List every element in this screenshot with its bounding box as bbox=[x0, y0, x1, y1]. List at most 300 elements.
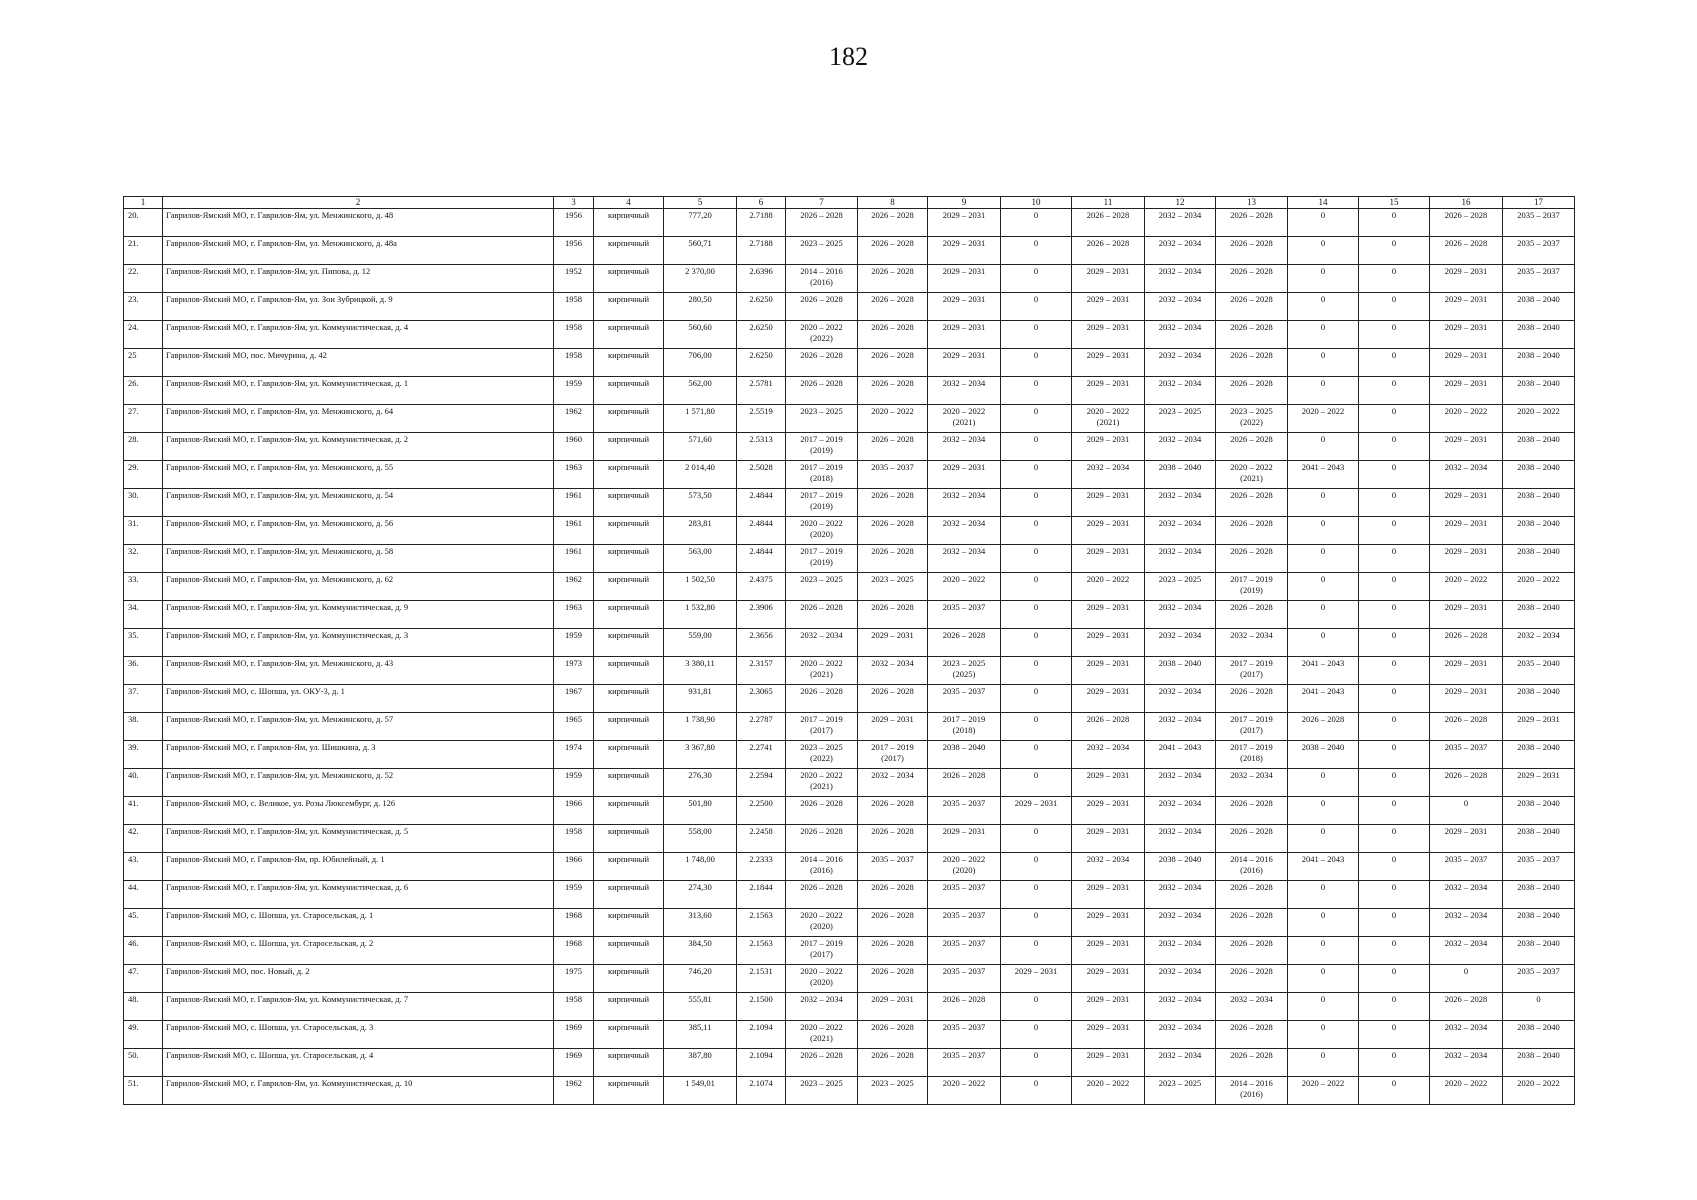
table-cell: Гаврилов-Ямский МО, г. Гаврилов-Ям, ул. Коммунистическая, д. 10 bbox=[163, 1077, 554, 1105]
table-row bbox=[124, 797, 1575, 825]
table-cell: 2029 – 2031 bbox=[1430, 517, 1503, 545]
table-cell: 2017 – 2019 (2017) bbox=[1216, 657, 1288, 685]
table-cell: 2.2458 bbox=[737, 825, 786, 853]
table-cell: 0 bbox=[1359, 853, 1430, 881]
table-cell: 2020 – 2022 (2020) bbox=[786, 909, 858, 937]
table-cell: 563,00 bbox=[664, 545, 737, 573]
table-cell: 385,11 bbox=[664, 1021, 737, 1049]
table-row bbox=[124, 1021, 1575, 1049]
table-cell: 2032 – 2034 bbox=[1503, 629, 1575, 657]
table-cell: 562,00 bbox=[664, 377, 737, 405]
table-cell: 2023 – 2025 bbox=[1145, 1077, 1216, 1105]
table-cell: 2035 – 2037 bbox=[928, 965, 1001, 993]
table-cell: 573,50 bbox=[664, 489, 737, 517]
table-cell: 2020 – 2022 (2020) bbox=[928, 853, 1001, 881]
table-cell: 0 bbox=[1001, 405, 1072, 433]
table-cell: 0 bbox=[1001, 377, 1072, 405]
table-row bbox=[124, 293, 1575, 321]
table-cell: 2023 – 2025 (2022) bbox=[786, 741, 858, 769]
table-cell: кирпичный bbox=[594, 349, 664, 377]
table-cell: 2035 – 2037 bbox=[928, 937, 1001, 965]
table-cell: 2032 – 2034 bbox=[1145, 881, 1216, 909]
table-cell: 2023 – 2025 bbox=[786, 237, 858, 265]
table-cell: 2035 – 2037 bbox=[928, 881, 1001, 909]
table-cell: 384,50 bbox=[664, 937, 737, 965]
table-cell: 0 bbox=[1001, 1077, 1072, 1105]
table-cell: 2038 – 2040 bbox=[1503, 797, 1575, 825]
table-cell: кирпичный bbox=[594, 405, 664, 433]
table-cell: 0 bbox=[1430, 797, 1503, 825]
table-cell: Гаврилов-Ямский МО, г. Гаврилов-Ям, ул. Менжинского, д. 57 bbox=[163, 713, 554, 741]
table-cell: 1 549,01 bbox=[664, 1077, 737, 1105]
table-cell: 2014 – 2016 (2016) bbox=[786, 853, 858, 881]
table-cell: 2.1563 bbox=[737, 937, 786, 965]
table-cell: 46. bbox=[124, 937, 163, 965]
table-cell: 2026 – 2028 bbox=[1072, 209, 1145, 237]
table-cell: 2032 – 2034 bbox=[1145, 629, 1216, 657]
table-body bbox=[124, 197, 1575, 1105]
table-cell: 2029 – 2031 bbox=[1430, 377, 1503, 405]
table-cell: 2029 – 2031 bbox=[1072, 1049, 1145, 1077]
table-cell: 2020 – 2022 bbox=[1503, 573, 1575, 601]
table-cell: 2029 – 2031 bbox=[1072, 769, 1145, 797]
table-cell: 1965 bbox=[554, 713, 594, 741]
table-cell: 2032 – 2034 bbox=[858, 657, 928, 685]
table-cell: 0 bbox=[1359, 797, 1430, 825]
table-cell: 2032 – 2034 bbox=[1145, 713, 1216, 741]
table-cell: 1962 bbox=[554, 1077, 594, 1105]
table-cell: 2038 – 2040 bbox=[1503, 825, 1575, 853]
table-cell: 274,30 bbox=[664, 881, 737, 909]
table-cell: 2026 – 2028 bbox=[1216, 265, 1288, 293]
table-cell: 2.3656 bbox=[737, 629, 786, 657]
table-cell: 0 bbox=[1359, 657, 1430, 685]
table-cell: 2035 – 2037 bbox=[928, 1049, 1001, 1077]
table-cell: 2026 – 2028 bbox=[1216, 909, 1288, 937]
table-cell: 2.4844 bbox=[737, 545, 786, 573]
table-cell: 0 bbox=[1288, 965, 1359, 993]
table-cell: 2.3157 bbox=[737, 657, 786, 685]
table-cell: 746,20 bbox=[664, 965, 737, 993]
table-cell: 0 bbox=[1001, 573, 1072, 601]
table-cell: 2026 – 2028 bbox=[858, 881, 928, 909]
table-cell: 2020 – 2022 bbox=[928, 573, 1001, 601]
table-cell: Гаврилов-Ямский МО, г. Гаврилов-Ям, ул. Менжинского, д. 62 bbox=[163, 573, 554, 601]
table-row bbox=[124, 713, 1575, 741]
table-cell: Гаврилов-Ямский МО, г. Гаврилов-Ям, ул. Коммунистическая, д. 4 bbox=[163, 321, 554, 349]
table-cell: 0 bbox=[1359, 573, 1430, 601]
table-row bbox=[124, 265, 1575, 293]
table-cell: 2020 – 2022 bbox=[1503, 405, 1575, 433]
table-cell: 560,60 bbox=[664, 321, 737, 349]
table-cell: 2026 – 2028 bbox=[1216, 377, 1288, 405]
table-cell: 2029 – 2031 bbox=[1072, 909, 1145, 937]
table-cell: 0 bbox=[1359, 349, 1430, 377]
table-cell: 0 bbox=[1359, 265, 1430, 293]
table-cell: 2032 – 2034 bbox=[1145, 909, 1216, 937]
table-row bbox=[124, 937, 1575, 965]
table-cell: 0 bbox=[1359, 377, 1430, 405]
table-cell: 2026 – 2028 bbox=[858, 433, 928, 461]
table-cell: 2032 – 2034 bbox=[928, 377, 1001, 405]
table-cell: кирпичный bbox=[594, 237, 664, 265]
table-cell: 3 367,80 bbox=[664, 741, 737, 769]
table-cell: кирпичный bbox=[594, 489, 664, 517]
table-cell: 2032 – 2034 bbox=[928, 517, 1001, 545]
table-cell: 2029 – 2031 bbox=[1072, 937, 1145, 965]
table-cell: 1959 bbox=[554, 881, 594, 909]
table-cell: 2029 – 2031 bbox=[1503, 713, 1575, 741]
table-cell: 2020 – 2022 bbox=[1288, 405, 1359, 433]
buildings-table bbox=[123, 196, 1575, 1105]
table-cell: 559,00 bbox=[664, 629, 737, 657]
table-cell: 0 bbox=[1288, 293, 1359, 321]
table-cell: 2026 – 2028 bbox=[1216, 433, 1288, 461]
table-cell: 2026 – 2028 bbox=[1430, 769, 1503, 797]
table-cell: Гаврилов-Ямский МО, г. Гаврилов-Ям, ул. Менжинского, д. 43 bbox=[163, 657, 554, 685]
table-cell: 2038 – 2040 bbox=[1503, 937, 1575, 965]
table-cell: 2032 – 2034 bbox=[1145, 321, 1216, 349]
table-cell: 1 571,80 bbox=[664, 405, 737, 433]
table-cell: 2035 – 2037 bbox=[858, 853, 928, 881]
table-cell: 1958 bbox=[554, 349, 594, 377]
table-cell: 2038 – 2040 bbox=[1503, 909, 1575, 937]
table-cell: 0 bbox=[1001, 293, 1072, 321]
table-cell: 2032 – 2034 bbox=[1145, 825, 1216, 853]
table-cell: 2029 – 2031 bbox=[1072, 601, 1145, 629]
table-cell: 2029 – 2031 bbox=[1430, 489, 1503, 517]
table-cell: 2023 – 2025 (2025) bbox=[928, 657, 1001, 685]
table-cell: 2017 – 2019 (2017) bbox=[786, 937, 858, 965]
table-cell: 28. bbox=[124, 433, 163, 461]
table-cell: 0 bbox=[1001, 461, 1072, 489]
table-cell: 2038 – 2040 bbox=[1503, 377, 1575, 405]
table-row bbox=[124, 601, 1575, 629]
table-cell: 2029 – 2031 bbox=[1072, 797, 1145, 825]
table-row bbox=[124, 349, 1575, 377]
table-cell: кирпичный bbox=[594, 741, 664, 769]
table-cell: 2032 – 2034 bbox=[1145, 237, 1216, 265]
table-cell: 2029 – 2031 bbox=[928, 461, 1001, 489]
table-cell: 2032 – 2034 bbox=[1430, 909, 1503, 937]
table-cell: 2029 – 2031 bbox=[1072, 265, 1145, 293]
table-cell: 2017 – 2019 (2019) bbox=[786, 489, 858, 517]
table-cell: 2035 – 2037 bbox=[1503, 853, 1575, 881]
table-cell: 2014 – 2016 (2016) bbox=[786, 265, 858, 293]
table-cell: 2032 – 2034 bbox=[1145, 489, 1216, 517]
table-cell: 2026 – 2028 bbox=[786, 797, 858, 825]
table-cell: 1 502,50 bbox=[664, 573, 737, 601]
table-cell: 2032 – 2034 bbox=[1145, 349, 1216, 377]
table-cell: 931,81 bbox=[664, 685, 737, 713]
table-cell: 2035 – 2037 bbox=[1503, 237, 1575, 265]
table-cell: 0 bbox=[1288, 825, 1359, 853]
table-cell: 0 bbox=[1288, 573, 1359, 601]
table-cell: 2020 – 2022 bbox=[1430, 573, 1503, 601]
table-cell: 26. bbox=[124, 377, 163, 405]
table-cell: кирпичный bbox=[594, 321, 664, 349]
table-cell: 0 bbox=[1359, 629, 1430, 657]
table-cell: кирпичный bbox=[594, 853, 664, 881]
table-row bbox=[124, 209, 1575, 237]
table-cell: 43. bbox=[124, 853, 163, 881]
table-cell: Гаврилов-Ямский МО, пос. Мичурина, д. 42 bbox=[163, 349, 554, 377]
table-cell: 40. bbox=[124, 769, 163, 797]
table-row bbox=[124, 741, 1575, 769]
table-cell: 51. bbox=[124, 1077, 163, 1105]
table-cell: 2.1094 bbox=[737, 1021, 786, 1049]
table-cell: 2017 – 2019 (2017) bbox=[786, 713, 858, 741]
table-cell: кирпичный bbox=[594, 377, 664, 405]
table-cell: 2026 – 2028 bbox=[786, 601, 858, 629]
column-number-10: 10 bbox=[1001, 197, 1072, 209]
table-cell: 2.2787 bbox=[737, 713, 786, 741]
table-cell: 2029 – 2031 bbox=[1072, 685, 1145, 713]
table-row bbox=[124, 825, 1575, 853]
table-cell: 1968 bbox=[554, 937, 594, 965]
table-cell: 2029 – 2031 bbox=[1072, 1021, 1145, 1049]
column-number-1: 1 bbox=[124, 197, 163, 209]
table-cell: 2026 – 2028 bbox=[858, 237, 928, 265]
column-number-15: 15 bbox=[1359, 197, 1430, 209]
table-cell: 2029 – 2031 bbox=[1072, 517, 1145, 545]
table-cell: 2032 – 2034 bbox=[1145, 601, 1216, 629]
table-cell: 0 bbox=[1288, 349, 1359, 377]
table-cell: 2.1500 bbox=[737, 993, 786, 1021]
table-cell: 2023 – 2025 bbox=[1145, 405, 1216, 433]
table-cell: Гаврилов-Ямский МО, г. Гаврилов-Ям, ул. Менжинского, д. 54 bbox=[163, 489, 554, 517]
table-cell: 0 bbox=[1359, 993, 1430, 1021]
column-number-12: 12 bbox=[1145, 197, 1216, 209]
table-cell: 2020 – 2022 (2021) bbox=[786, 769, 858, 797]
table-cell: 2029 – 2031 bbox=[928, 265, 1001, 293]
table-cell: 2020 – 2022 (2021) bbox=[786, 657, 858, 685]
table-cell: 2.1563 bbox=[737, 909, 786, 937]
table-cell: 2032 – 2034 bbox=[1430, 1049, 1503, 1077]
table-cell: 0 bbox=[1001, 601, 1072, 629]
column-number-11: 11 bbox=[1072, 197, 1145, 209]
table-cell: 2026 – 2028 bbox=[858, 1021, 928, 1049]
table-cell: 50. bbox=[124, 1049, 163, 1077]
table-cell: 2014 – 2016 (2016) bbox=[1216, 1077, 1288, 1105]
table-cell: 2026 – 2028 bbox=[928, 993, 1001, 1021]
table-cell: 2029 – 2031 bbox=[1072, 825, 1145, 853]
table-cell: 0 bbox=[1001, 237, 1072, 265]
table-cell: 0 bbox=[1359, 937, 1430, 965]
table-cell: кирпичный bbox=[594, 1077, 664, 1105]
table-cell: 1958 bbox=[554, 293, 594, 321]
table-cell: 1963 bbox=[554, 601, 594, 629]
table-cell: Гаврилов-Ямский МО, с. Великое, ул. Розы Люксембург, д. 126 bbox=[163, 797, 554, 825]
table-cell: 2029 – 2031 bbox=[1430, 321, 1503, 349]
table-row bbox=[124, 517, 1575, 545]
table-cell: 1975 bbox=[554, 965, 594, 993]
table-cell: 24. bbox=[124, 321, 163, 349]
table-cell: 2026 – 2028 bbox=[858, 517, 928, 545]
table-cell: 2023 – 2025 (2022) bbox=[1216, 405, 1288, 433]
table-cell: 2032 – 2034 bbox=[1145, 797, 1216, 825]
table-cell: 2026 – 2028 bbox=[1216, 545, 1288, 573]
table-cell: 25 bbox=[124, 349, 163, 377]
table-cell: 2038 – 2040 bbox=[1503, 433, 1575, 461]
table-cell: 2026 – 2028 bbox=[1072, 237, 1145, 265]
table-cell: 2041 – 2043 bbox=[1145, 741, 1216, 769]
table-cell: 0 bbox=[1001, 1049, 1072, 1077]
table-cell: 2035 – 2037 bbox=[928, 797, 1001, 825]
table-cell: 31. bbox=[124, 517, 163, 545]
table-cell: 1959 bbox=[554, 629, 594, 657]
table-cell: 2.1094 bbox=[737, 1049, 786, 1077]
table-cell: 2017 – 2019 (2017) bbox=[1216, 713, 1288, 741]
table-cell: 1974 bbox=[554, 741, 594, 769]
table-cell: кирпичный bbox=[594, 293, 664, 321]
table-cell: 2032 – 2034 bbox=[1145, 377, 1216, 405]
table-cell: 27. bbox=[124, 405, 163, 433]
table-cell: 2035 – 2037 bbox=[1503, 265, 1575, 293]
table-cell: 2.5028 bbox=[737, 461, 786, 489]
table-cell: 2.7188 bbox=[737, 237, 786, 265]
table-cell: 2026 – 2028 bbox=[1216, 517, 1288, 545]
table-cell: 0 bbox=[1001, 993, 1072, 1021]
table-cell: 2038 – 2040 bbox=[1503, 293, 1575, 321]
table-cell: 2032 – 2034 bbox=[786, 993, 858, 1021]
table-cell: 2032 – 2034 bbox=[1430, 881, 1503, 909]
page-number: 182 bbox=[829, 42, 868, 71]
table-cell: 2032 – 2034 bbox=[1145, 545, 1216, 573]
table-cell: Гаврилов-Ямский МО, г. Гаврилов-Ям, ул. Коммунистическая, д. 1 bbox=[163, 377, 554, 405]
table-cell: 0 bbox=[1288, 265, 1359, 293]
table-cell: Гаврилов-Ямский МО, г. Гаврилов-Ям, ул. Коммунистическая, д. 3 bbox=[163, 629, 554, 657]
table-cell: 2023 – 2025 bbox=[858, 1077, 928, 1105]
table-cell: 2020 – 2022 (2022) bbox=[786, 321, 858, 349]
table-cell: 2.3065 bbox=[737, 685, 786, 713]
table-cell: 1956 bbox=[554, 209, 594, 237]
table-cell: 2029 – 2031 bbox=[858, 629, 928, 657]
table-cell: 2026 – 2028 bbox=[1216, 1021, 1288, 1049]
table-cell: 1959 bbox=[554, 769, 594, 797]
table-cell: 1966 bbox=[554, 853, 594, 881]
table-cell: 2 014,40 bbox=[664, 461, 737, 489]
table-cell: 2026 – 2028 bbox=[1216, 685, 1288, 713]
table-cell: кирпичный bbox=[594, 769, 664, 797]
table-cell: 23. bbox=[124, 293, 163, 321]
table-cell: кирпичный bbox=[594, 965, 664, 993]
table-cell: 2026 – 2028 bbox=[858, 825, 928, 853]
table-cell: 0 bbox=[1359, 881, 1430, 909]
table-cell: 501,80 bbox=[664, 797, 737, 825]
table-cell: кирпичный bbox=[594, 713, 664, 741]
table-cell: 2032 – 2034 bbox=[1072, 461, 1145, 489]
table-cell: кирпичный bbox=[594, 993, 664, 1021]
table-cell: 2032 – 2034 bbox=[1072, 741, 1145, 769]
column-number-8: 8 bbox=[858, 197, 928, 209]
table-cell: 0 bbox=[1359, 433, 1430, 461]
table-cell: 2041 – 2043 bbox=[1288, 685, 1359, 713]
table-cell: 2026 – 2028 bbox=[1216, 825, 1288, 853]
table-cell: 0 bbox=[1288, 321, 1359, 349]
table-row bbox=[124, 909, 1575, 937]
table-cell: 0 bbox=[1001, 657, 1072, 685]
table-cell: 1962 bbox=[554, 405, 594, 433]
table-cell: 2038 – 2040 bbox=[1503, 601, 1575, 629]
table-cell: 2017 – 2019 (2019) bbox=[1216, 573, 1288, 601]
table-cell: кирпичный bbox=[594, 545, 664, 573]
column-number-3: 3 bbox=[554, 197, 594, 209]
table-cell: 280,50 bbox=[664, 293, 737, 321]
table-cell: 0 bbox=[1001, 713, 1072, 741]
table-cell: 38. bbox=[124, 713, 163, 741]
table-cell: 571,60 bbox=[664, 433, 737, 461]
table-cell: 2020 – 2022 bbox=[1072, 1077, 1145, 1105]
table-cell: 2026 – 2028 bbox=[858, 209, 928, 237]
table-cell: 2020 – 2022 (2021) bbox=[1072, 405, 1145, 433]
table-cell: Гаврилов-Ямский МО, г. Гаврилов-Ям, ул. Менжинского, д. 48а bbox=[163, 237, 554, 265]
table-cell: 0 bbox=[1503, 993, 1575, 1021]
table-row bbox=[124, 629, 1575, 657]
table-cell: кирпичный bbox=[594, 909, 664, 937]
table-cell: 2029 – 2031 bbox=[1430, 349, 1503, 377]
table-cell: 48. bbox=[124, 993, 163, 1021]
table-cell: 2.4844 bbox=[737, 489, 786, 517]
table-cell: 777,20 bbox=[664, 209, 737, 237]
table-cell: кирпичный bbox=[594, 825, 664, 853]
table-cell: 2038 – 2040 bbox=[1503, 461, 1575, 489]
table-cell: кирпичный bbox=[594, 573, 664, 601]
table-cell: 0 bbox=[1288, 797, 1359, 825]
table-row bbox=[124, 377, 1575, 405]
table-cell: 313,60 bbox=[664, 909, 737, 937]
table-cell: 2029 – 2031 bbox=[1430, 265, 1503, 293]
table-cell: 2029 – 2031 bbox=[1430, 825, 1503, 853]
table-cell: 22. bbox=[124, 265, 163, 293]
table-cell: Гаврилов-Ямский МО, г. Гаврилов-Ям, ул. Менжинского, д. 56 bbox=[163, 517, 554, 545]
table-cell: 0 bbox=[1001, 881, 1072, 909]
table-cell: 0 bbox=[1359, 909, 1430, 937]
table-cell: 0 bbox=[1288, 377, 1359, 405]
table-cell: 2029 – 2031 bbox=[858, 713, 928, 741]
table-cell: 2.3906 bbox=[737, 601, 786, 629]
table-cell: 0 bbox=[1288, 909, 1359, 937]
table-cell: 0 bbox=[1288, 517, 1359, 545]
table-cell: 0 bbox=[1359, 1077, 1430, 1105]
table-cell: 2020 – 2022 bbox=[1288, 1077, 1359, 1105]
table-row bbox=[124, 1077, 1575, 1105]
table-cell: 2026 – 2028 bbox=[858, 349, 928, 377]
table-cell: Гаврилов-Ямский МО, с. Шопша, ул. Старосельская, д. 1 bbox=[163, 909, 554, 937]
table-cell: 2029 – 2031 bbox=[1430, 685, 1503, 713]
table-cell: кирпичный bbox=[594, 1049, 664, 1077]
table-cell: 2017 – 2019 (2018) bbox=[1216, 741, 1288, 769]
table-cell: 2026 – 2028 bbox=[858, 909, 928, 937]
table-cell: 0 bbox=[1359, 1049, 1430, 1077]
table-cell: 2029 – 2031 bbox=[1001, 965, 1072, 993]
table-cell: 2032 – 2034 bbox=[1145, 433, 1216, 461]
table-cell: 2017 – 2019 (2018) bbox=[786, 461, 858, 489]
table-cell: 0 bbox=[1001, 321, 1072, 349]
table-cell: 2026 – 2028 bbox=[1430, 629, 1503, 657]
table-cell: 2029 – 2031 bbox=[1072, 293, 1145, 321]
table-cell: 30. bbox=[124, 489, 163, 517]
table-cell: 2029 – 2031 bbox=[1001, 797, 1072, 825]
table-cell: 1966 bbox=[554, 797, 594, 825]
table-cell: 0 bbox=[1288, 1021, 1359, 1049]
table-cell: 2029 – 2031 bbox=[1072, 629, 1145, 657]
table-cell: 2.6250 bbox=[737, 293, 786, 321]
table-cell: 2026 – 2028 bbox=[858, 377, 928, 405]
table-cell: 2026 – 2028 bbox=[786, 349, 858, 377]
table-cell: 2035 – 2037 bbox=[1430, 853, 1503, 881]
table-cell: 0 bbox=[1288, 1049, 1359, 1077]
